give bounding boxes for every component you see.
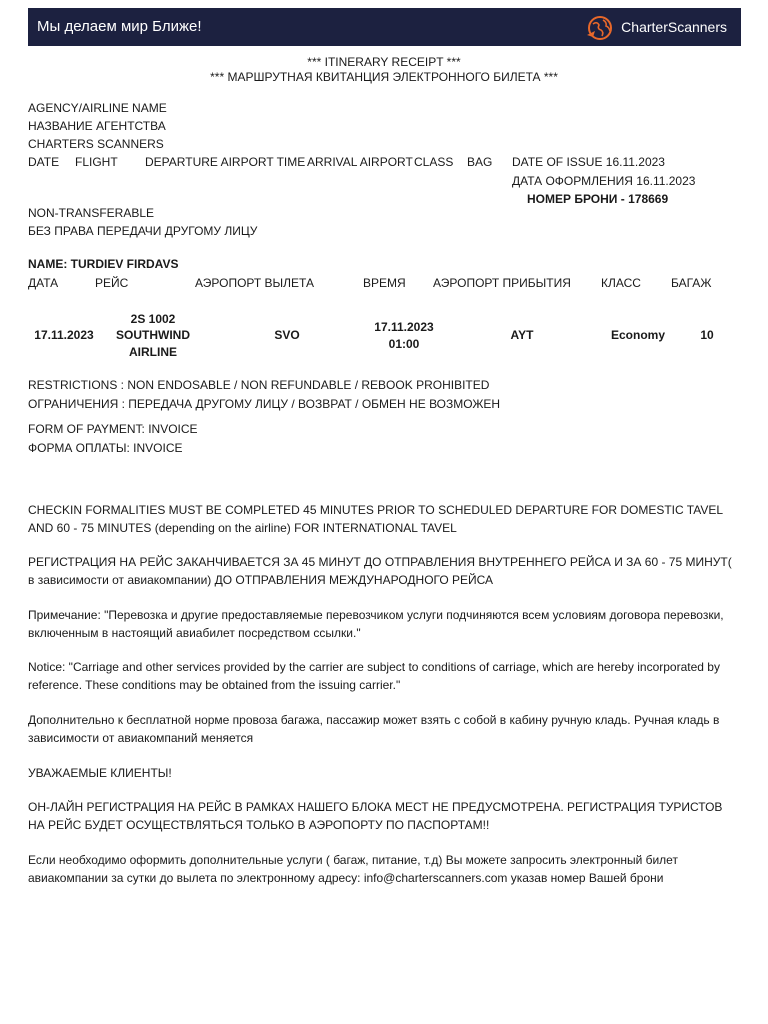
flight-date: 17.11.2023 xyxy=(34,328,94,342)
departure-airport: SVO xyxy=(274,328,300,342)
col-ru-bag: БАГАЖ xyxy=(671,276,712,290)
online-checkin-note: ОН-ЛАЙН РЕГИСТРАЦИЯ НА РЕЙС В РАМКАХ НАШЕГО БЛОКА МЕСТ НЕ ПРЕДУСМОТРЕНА. РЕГИСТРАЦИЯ ТУРИСТОВ НА РЕЙС БУДЕТ ОСУЩЕСТВЛЯТЬСЯ ТОЛЬКО В АЭРОПОРТУ ПО ПАСПОРТАМ!! xyxy=(28,800,723,832)
issue-date-en: DATE OF ISSUE 16.11.2023 xyxy=(512,155,665,169)
col-ru-arrival: АЭРОПОРТ ПРИБЫТИЯ xyxy=(433,276,571,290)
receipt-title-en: *** ITINERARY RECEIPT *** xyxy=(307,55,461,69)
departure-time-date: 17.11.2023 xyxy=(374,320,434,334)
carriage-remark-ru: Примечание: "Перевозка и другие предоставляемые перевозчиком услуги подчиняются всем условиям договора перевозки, включенным в настоящий авиабилет посредством ссылки." xyxy=(28,608,724,640)
carriage-notice-en: Notice: "Carriage and other services provided by the carrier are subject to conditions of carriage, which are hereby incorporated by reference. These conditions may be obtained from the issuing carrier." xyxy=(28,660,720,692)
passenger-name: NAME: TURDIEV FIRDAVS xyxy=(28,257,179,271)
header-banner xyxy=(28,8,741,46)
booking-number: НОМЕР БРОНИ - 178669 xyxy=(527,192,669,206)
flight-number: 2S 1002 xyxy=(130,312,176,326)
receipt-title-ru: *** МАРШРУТНАЯ КВИТАНЦИЯ ЭЛЕКТРОННОГО БИЛЕТА *** xyxy=(210,70,558,84)
airline-name-line2: AIRLINE xyxy=(129,345,177,359)
brand-logo xyxy=(585,13,727,41)
non-transferable-en: NON-TRANSFERABLE xyxy=(28,206,155,220)
col-ru-departure: АЭРОПОРТ ВЫЛЕТА xyxy=(195,276,314,290)
agency-name: CHARTERS SCANNERS xyxy=(28,137,164,151)
col-ru-flight: РЕЙС xyxy=(95,276,129,290)
restrictions-ru: ОГРАНИЧЕНИЯ : ПЕРЕДАЧА ДРУГОМУ ЛИЦУ / ВОЗВРАТ / ОБМЕН НЕ ВОЗМОЖЕН xyxy=(28,397,501,411)
globe-plane-icon xyxy=(585,13,617,41)
col-en-date: DATE xyxy=(28,155,60,169)
issue-date-ru: ДАТА ОФОРМЛЕНИЯ 16.11.2023 xyxy=(512,174,696,188)
baggage-allowance: 10 xyxy=(700,328,714,342)
col-en-arrival: ARRIVAL AIRPORT xyxy=(307,155,413,169)
travel-class: Economy xyxy=(610,328,665,342)
extra-services-note: Если необходимо оформить дополнительные услуги ( багаж, питание, т.д) Вы можете запросить электронный билет авиакомпании за сутки до вылета по электронному адресу: info@charterscanners.com указав номер Вашей брони xyxy=(28,853,678,885)
dear-clients-heading: УВАЖАЕМЫЕ КЛИЕНТЫ! xyxy=(28,766,172,780)
brand-name: CharterScanners xyxy=(621,19,727,35)
arrival-airport: AYT xyxy=(510,328,534,342)
agency-label-ru: НАЗВАНИЕ АГЕНТСТВА xyxy=(28,119,166,133)
col-en-bag: BAG xyxy=(467,155,493,169)
payment-form-en: FORM OF PAYMENT: INVOICE xyxy=(28,422,198,436)
slogan: Мы делаем мир Ближе! xyxy=(37,18,202,35)
col-en-class: CLASS xyxy=(414,155,454,169)
col-ru-class: КЛАСС xyxy=(601,276,641,290)
restrictions-en: RESTRICTIONS : NON ENDOSABLE / NON REFUNDABLE / REBOOK PROHIBITED xyxy=(28,378,490,392)
hand-baggage-note: Дополнительно к бесплатной норме провоза багажа, пассажир может взять с собой в кабину ручную кладь. Ручная кладь в зависимости от авиакомпаний меняется xyxy=(28,713,720,745)
checkin-note-en: CHECKIN FORMALITIES MUST BE COMPLETED 45 MINUTES PRIOR TO SCHEDULED DEPARTURE FOR DOMESTIC TAVEL AND 60 - 75 MINUTES (depending on the airline) FOR INTERNATIONAL TAVEL xyxy=(28,503,723,535)
agency-label-en: AGENCY/AIRLINE NAME xyxy=(28,101,167,115)
col-ru-date: ДАТА xyxy=(28,276,59,290)
col-en-departure: DEPARTURE AIRPORT TIME xyxy=(145,155,306,169)
checkin-note-ru: РЕГИСТРАЦИЯ НА РЕЙС ЗАКАНЧИВАЕТСЯ ЗА 45 МИНУТ ДО ОТПРАВЛЕНИЯ ВНУТРЕННЕГО РЕЙСА И ЗА 60 - 75 МИНУТ( в зависимости от авиакомпании) ДО ОТПРАВЛЕНИЯ МЕЖДУНАРОДНОГО РЕЙСА xyxy=(28,555,732,587)
airline-name-line1: SOUTHWIND xyxy=(116,328,190,342)
non-transferable-ru: БЕЗ ПРАВА ПЕРЕДАЧИ ДРУГОМУ ЛИЦУ xyxy=(28,224,258,238)
departure-time-clock: 01:00 xyxy=(388,337,420,351)
col-en-flight: FLIGHT xyxy=(75,155,118,169)
col-ru-time: ВРЕМЯ xyxy=(363,276,406,290)
payment-form-ru: ФОРМА ОПЛАТЫ: INVOICE xyxy=(28,441,183,455)
